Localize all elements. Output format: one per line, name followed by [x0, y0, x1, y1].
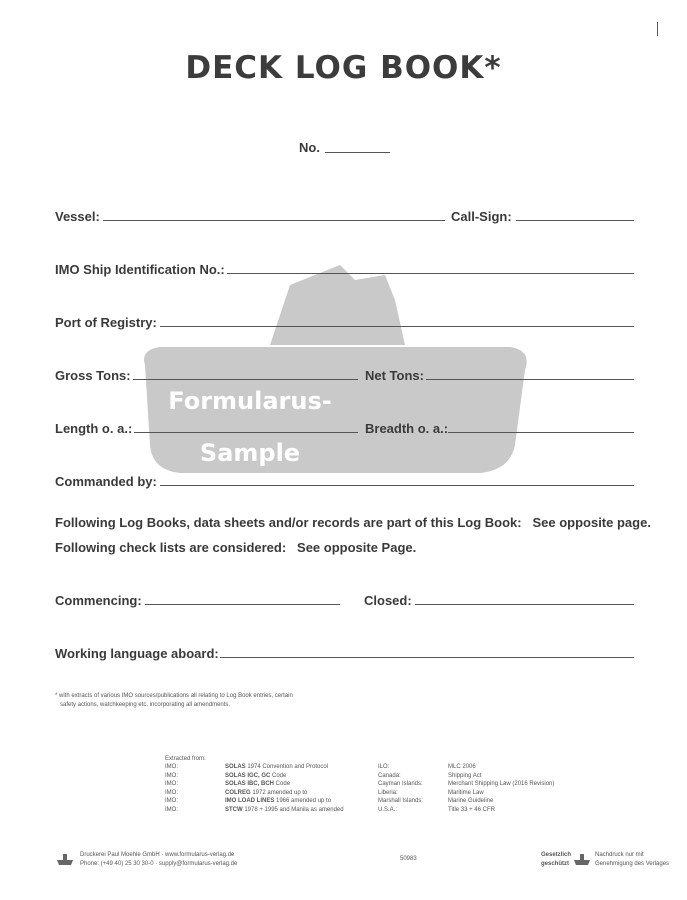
- source: IMO:: [165, 764, 178, 770]
- source: IMO:: [165, 772, 178, 779]
- port-field[interactable]: [160, 326, 634, 327]
- commencing-field[interactable]: [145, 604, 340, 605]
- regulation-detail: 1974 Convention and Protocol: [245, 764, 329, 770]
- regulation: Marine Guideline: [448, 798, 494, 804]
- reprint-line: Nachdruck nur mit: [595, 852, 644, 858]
- source: Canada:: [378, 772, 401, 779]
- source: IMO:: [165, 798, 178, 804]
- publisher-line: Druckerei Paul Moehle GmbH · www.formularus-verlag.de: [80, 852, 235, 858]
- legal-line: geschützt: [541, 860, 570, 867]
- footnote: [55, 692, 293, 709]
- log-books-ref: See opposite page.: [532, 515, 651, 530]
- extracted-row: [378, 780, 554, 789]
- gross-tons-field[interactable]: [133, 379, 358, 380]
- source: IMO:: [165, 806, 178, 813]
- regulation: SOLAS IBC, BCH: [225, 781, 275, 787]
- extracted-row: [165, 780, 344, 789]
- source: Cayman Islands:: [378, 781, 423, 787]
- extracted-row: [378, 806, 554, 815]
- source: Liberia:: [378, 789, 398, 796]
- watermark-line1: Formularus-: [168, 387, 332, 415]
- extracted-row: [165, 789, 344, 798]
- regulation: Shipping Act: [448, 772, 482, 779]
- legal-line: Gesetzlich: [541, 852, 572, 858]
- regulation-detail: Code: [270, 772, 287, 779]
- regulation-detail: 1978 + 1995 and Manila as amended: [242, 806, 344, 813]
- extracted-left: [165, 763, 344, 814]
- watermark-sample: [140, 255, 530, 480]
- check-lists-text: Following check lists are considered:: [55, 540, 287, 555]
- breadth-label: Breadth o. a.:: [365, 421, 449, 436]
- call-sign-field[interactable]: [516, 220, 634, 221]
- regulation: IMO LOAD LINES: [225, 798, 275, 804]
- publisher-line: Phone: (+49 40) 25 30 30-0 · supply@formularus-verlag.de: [80, 860, 238, 867]
- closed-field[interactable]: [415, 604, 634, 605]
- extracted-right: [378, 763, 554, 814]
- publisher-logo-icon: [572, 852, 592, 866]
- breadth-field[interactable]: [448, 432, 634, 433]
- extracted-heading: Extracted from:: [165, 756, 206, 762]
- extracted-row: [165, 806, 344, 815]
- call-sign-label: Call-Sign:: [451, 209, 512, 224]
- regulation: SOLAS IGC, GC: [225, 772, 271, 779]
- port-label: Port of Registry:: [55, 315, 157, 330]
- check-lists-note: [55, 540, 416, 555]
- legal-note: [541, 851, 571, 868]
- closed-label: Closed:: [364, 593, 412, 608]
- regulation-detail: Code: [274, 781, 291, 787]
- vessel-field[interactable]: [103, 220, 445, 221]
- commanded-label: Commanded by:: [55, 474, 157, 489]
- extracted-row: [165, 772, 344, 781]
- source: IMO:: [165, 781, 178, 787]
- length-label: Length o. a.:: [55, 421, 133, 436]
- length-field[interactable]: [134, 432, 358, 433]
- imo-label: IMO Ship Identification No.:: [55, 262, 225, 277]
- source: U.S.A.:: [378, 806, 398, 813]
- regulation: Title 33 + 46 CFR: [448, 806, 495, 813]
- extracted-row: [378, 772, 554, 781]
- vessel-label: Vessel:: [55, 209, 100, 224]
- gross-tons-label: Gross Tons:: [55, 368, 131, 383]
- form-number: 50983: [400, 856, 417, 862]
- source: ILO:: [378, 764, 390, 770]
- log-books-note: [55, 515, 651, 530]
- regulation: STCW: [225, 806, 243, 813]
- extracted-row: [165, 797, 344, 806]
- page-title: DECK LOG BOOK*: [185, 50, 502, 86]
- regulation-detail: 1966 amended up to: [274, 798, 332, 804]
- watermark-line2: Sample: [199, 439, 301, 467]
- regulation: Merchant Shipping Law (2016 Revision): [448, 781, 555, 787]
- imo-field[interactable]: [227, 273, 634, 274]
- extracted-row: [378, 763, 554, 772]
- publisher-logo-icon: [55, 852, 75, 866]
- check-lists-ref: See opposite Page.: [297, 540, 417, 555]
- extracted-row: [378, 797, 554, 806]
- reprint-note: [595, 851, 669, 868]
- extracted-row: [378, 789, 554, 798]
- regulation: MLC 2006: [448, 764, 476, 770]
- regulation: Maritime Law: [448, 789, 484, 796]
- reprint-line: Genehmigung des Verlages: [595, 860, 670, 867]
- publisher-info: [80, 851, 237, 868]
- regulation-detail: 1972 amended up to: [250, 789, 308, 796]
- language-field[interactable]: [220, 657, 634, 658]
- regulation: SOLAS: [225, 764, 246, 770]
- number-label: No.: [299, 140, 320, 155]
- source: Marshall Islands:: [378, 798, 424, 804]
- log-books-text: Following Log Books, data sheets and/or records are part of this Log Book:: [55, 515, 522, 530]
- source: IMO:: [165, 789, 178, 796]
- language-label: Working language aboard:: [55, 646, 219, 661]
- regulation: COLREG: [225, 789, 251, 796]
- number-field[interactable]: [325, 152, 390, 153]
- net-tons-field[interactable]: [426, 379, 634, 380]
- footnote-line: safety actions, watchkeeping etc. incorporating all amendments.: [60, 701, 231, 708]
- margin-mark: [657, 22, 658, 36]
- commanded-field[interactable]: [160, 485, 634, 486]
- commencing-label: Commencing:: [55, 593, 142, 608]
- net-tons-label: Net Tons:: [365, 368, 424, 383]
- extracted-row: [165, 763, 344, 772]
- footnote-line: * with extracts of various IMO sources/publications all relating to Log Book entries, certain: [55, 693, 293, 699]
